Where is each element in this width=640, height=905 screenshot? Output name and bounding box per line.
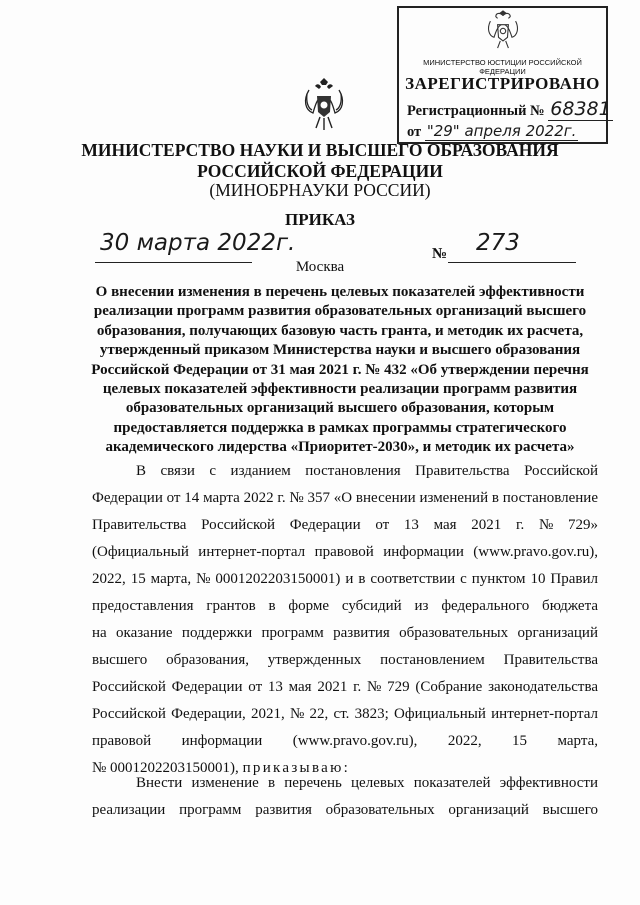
title-line: предоставляется поддержка в рамках программы стратегического — [113, 419, 567, 436]
paragraph-line: Внести изменение в перечень целевых показателей эффективности — [136, 775, 598, 791]
stamp-reg-label: Регистрационный № — [407, 103, 545, 119]
stamp-date-line — [407, 122, 578, 141]
ministry-line-1: МИНИСТЕРСТВО НАУКИ И ВЫСШЕГО ОБРАЗОВАНИЯ — [81, 140, 559, 160]
paragraph-line: № 0001202203150001), — [92, 760, 239, 776]
paragraph-line: Правительства Российской Федерации от 13 мая 2021 г. № 729» — [92, 517, 598, 533]
stamp-date: "29" апреля 2022г. — [426, 122, 577, 140]
order-date: 30 марта 2022г. — [100, 230, 296, 256]
paragraph-line: Российской Федерации от 13 мая 2021 г. № 729 (Собрание законодательства — [92, 679, 598, 695]
paragraph-line: 2022, 15 марта, № 0001202203150001) и в соответствии с пунктом 10 Правил — [92, 571, 598, 587]
stamp-from-label: от — [407, 124, 422, 140]
paragraph-line: Российской Федерации, 2021, № 22, ст. 3823; Официальный интернет-портал — [92, 706, 598, 722]
order-number: 273 — [476, 230, 520, 256]
paragraph-line: (Официальный интернет-портал правовой информации (www.pravo.gov.ru), — [92, 544, 598, 560]
paragraph-line: Федерации от 14 марта 2022 г. № 357 «О внесении изменений в постановление — [92, 490, 598, 506]
stamp-registration-line — [407, 98, 613, 120]
ministry-short-name: (МИНОБРНАУКИ РОССИИ) — [209, 180, 431, 200]
title-line: О внесении изменения в перечень целевых показателей эффективности — [95, 284, 585, 300]
ministry-line-2: РОССИЙСКОЙ ФЕДЕРАЦИИ — [197, 161, 443, 181]
order-number-sign: № — [432, 246, 448, 262]
order-title — [78, 283, 602, 458]
title-line: образовательных организаций высшего образования, которым — [125, 400, 555, 417]
ministry-name — [0, 140, 640, 182]
title-line: Российской Федерации от 31 мая 2021 г. № 432 «Об утверждении перечня — [91, 361, 589, 378]
paragraph-line: реализации программ развития образовательных организаций высшего — [92, 802, 598, 818]
title-line: целевых показателей эффективности реализации программ развития — [102, 381, 578, 398]
paragraph-line: на оказание поддержки программ развития образовательных организаций — [92, 625, 598, 641]
paragraph-line: В связи с изданием постановления Правительства Российской — [136, 463, 598, 479]
registration-stamp — [397, 6, 611, 144]
title-line: академического лидерства «Приоритет-2030», и методик их расчета» — [105, 439, 575, 456]
paragraph-line: предоставления грантов в форме субсидий из федерального бюджета — [92, 598, 598, 614]
stamp-title: ЗАРЕГИСТРИРОВАНО — [405, 74, 600, 93]
stamp-reg-number: 68381 — [550, 98, 611, 120]
coat-of-arms-icon — [302, 78, 346, 132]
title-line: образования, получающих базовую часть гранта, и методик их расчета, — [96, 322, 584, 339]
paragraph-line: правовой информации (www.pravo.gov.ru), 2022, 15 марта, — [92, 733, 598, 749]
prikazyvayu-word: приказываю: — [242, 760, 351, 776]
eagle-emblem-icon — [485, 10, 521, 52]
title-line: утвержденный приказом Министерства науки и высшего образования — [99, 342, 581, 359]
stamp-ministry-name: МИНИСТЕРСТВО ЮСТИЦИИ РОССИЙСКОЙ ФЕДЕРАЦИИ — [423, 58, 582, 76]
city: Москва — [295, 259, 345, 275]
order-heading: ПРИКАЗ — [285, 210, 355, 229]
paragraph-line: высшего образования, утвержденных постановлением Правительства — [92, 652, 598, 668]
title-line: реализации программ развития образовательных организаций высшего — [93, 303, 587, 320]
